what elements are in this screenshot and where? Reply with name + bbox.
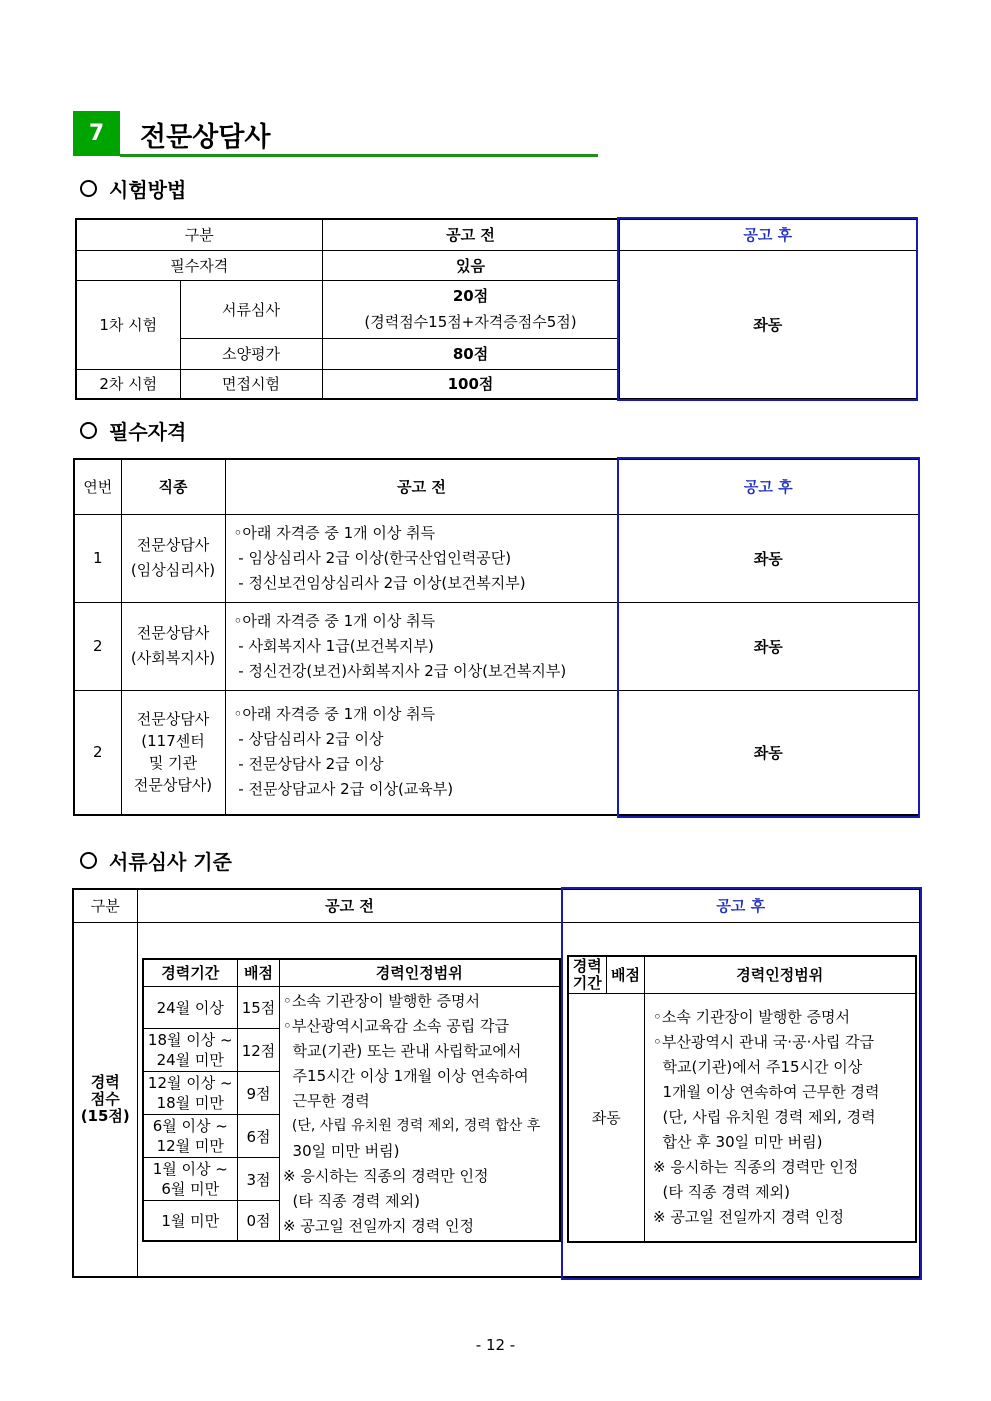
- qualification-table: [73, 458, 920, 816]
- circle-bullet-icon: [80, 422, 97, 439]
- before-inner-table: 경력기간 배점 경력인정범위 24월 이상 15점 ◦소속 기관장이 발행한 증명서 ◦부산광역시교육감 소속 공립 각급 학교(기관) 또는 관내 사립학교에서 주15시간 이상 1개월 이상 연속하여 근무한 경력 (단, 사립 유치원 경력 제외, 경력 합산 후 30일 미만 버림) ※ 응시하는 직종의 경력만 인정 (타 직종 경력 제외) ※ 공고일 전일까지 경력 인정 18월 이상 ~ 24월 미만 12점 12월 이상 ~ 18월 미만 9점 6월 이상 ~ 12월 미만 6점 1월 이상 ~ 6월 미만 3점 1월 미만 0점: [142, 958, 561, 1242]
- document-criteria-title: 서류심사 기준: [80, 846, 232, 875]
- after-cell: [562, 922, 920, 1277]
- circle-bullet-icon: [80, 852, 97, 869]
- table-row: 12월 이상 ~ 18월 미만 9점: [143, 1072, 560, 1115]
- table-row: 2 전문상담사 (사회복지사) ◦아래 자격증 중 1개 이상 취득 - 사회복지사 1급(보건복지부) - 정신건강(보건)사회복지사 2급 이상(보건복지부) 좌동: [74, 602, 919, 690]
- aptitude-before: 80점: [322, 338, 619, 369]
- table-row: 18월 이상 ~ 24월 미만 12점: [143, 1029, 560, 1072]
- header-before: 공고 전: [225, 459, 618, 514]
- header-before: 공고 전: [322, 219, 619, 250]
- page-number: - 12 -: [475, 1336, 516, 1354]
- header-job: 직종: [121, 459, 225, 514]
- interview-before: 100점: [322, 369, 619, 399]
- aptitude-label: 소양평가: [180, 338, 322, 369]
- career-score-label: 경력 점수 (15점): [73, 922, 137, 1277]
- header-before: 공고 전: [137, 889, 562, 922]
- after-inner-table: 경력 기간 배점 경력인정범위 좌동 ◦소속 기관장이 발행한 증명서 ◦부산광역시 관내 국·공·사립 각급 학교(기관)에서 주15시간 이상 1개월 이상 연속하여 근무한 경력 (단, 사립 유치원 경력 제외, 경력 합산 후 30일 미만 버림) ※ 응시하는 직종의 경력만 인정 (타 직종 경력 제외) ※ 공고일 전일까지 경력 인정: [567, 955, 917, 1243]
- header-category: 구분: [76, 219, 322, 250]
- before-cell: [137, 922, 562, 1277]
- table-row: 6월 이상 ~ 12월 미만 6점: [143, 1115, 560, 1158]
- section-number-badge: [73, 111, 120, 156]
- interview-label: 면접시험: [180, 369, 322, 399]
- document-criteria-table: [72, 888, 921, 1278]
- table-row: 2 전문상담사 (117센터 및 기관 전문상담사) ◦아래 자격증 중 1개 이상 취득 - 상담심리사 2급 이상 - 전문상담사 2급 이상 - 전문상담교사 2급 이상(교육부) 좌동: [74, 690, 919, 815]
- section-number: 7: [88, 121, 105, 146]
- row-required-before: 있음: [322, 250, 619, 280]
- circle-bullet-icon: [80, 180, 97, 197]
- exam-method-title: 시험방법: [80, 174, 186, 203]
- required-qualification-title: 필수자격: [80, 416, 186, 445]
- header-after: 공고 후: [619, 219, 917, 250]
- header-after: 공고 후: [562, 889, 920, 922]
- header-after: 공고 후: [618, 459, 919, 514]
- second-exam-label: 2차 시험: [76, 369, 180, 399]
- after-same: 좌동: [619, 250, 917, 399]
- header-no: 연번: [74, 459, 121, 514]
- table-row: 24월 이상 15점 ◦소속 기관장이 발행한 증명서 ◦부산광역시교육감 소속 공립 각급 학교(기관) 또는 관내 사립학교에서 주15시간 이상 1개월 이상 연속하여 근무한 경력 (단, 사립 유치원 경력 제외, 경력 합산 후 30일 미만 버림) ※ 응시하는 직종의 경력만 인정 (타 직종 경력 제외) ※ 공고일 전일까지 경력 인정: [143, 987, 560, 1029]
- table-row: 1월 이상 ~ 6월 미만 3점: [143, 1158, 560, 1201]
- table-row: 1 전문상담사 (임상심리사) ◦아래 자격증 중 1개 이상 취득 - 임상심리사 2급 이상(한국산업인력공단) - 정신보건임상심리사 2급 이상(보건복지부) 좌동: [74, 514, 919, 602]
- section-title: 전문상담사: [140, 122, 271, 153]
- section-underline: [120, 154, 598, 157]
- first-exam-label: 1차 시험: [76, 280, 180, 369]
- document-review-before: 20점 (경력점수15점+자격증점수5점): [322, 280, 619, 338]
- table-row: 1월 미만 0점: [143, 1201, 560, 1241]
- header-category: 구분: [73, 889, 137, 922]
- row-required-label: 필수자격: [76, 250, 322, 280]
- after-same: 좌동: [568, 994, 645, 1242]
- exam-method-table: [75, 218, 918, 400]
- document-review-label: 서류심사: [180, 280, 322, 338]
